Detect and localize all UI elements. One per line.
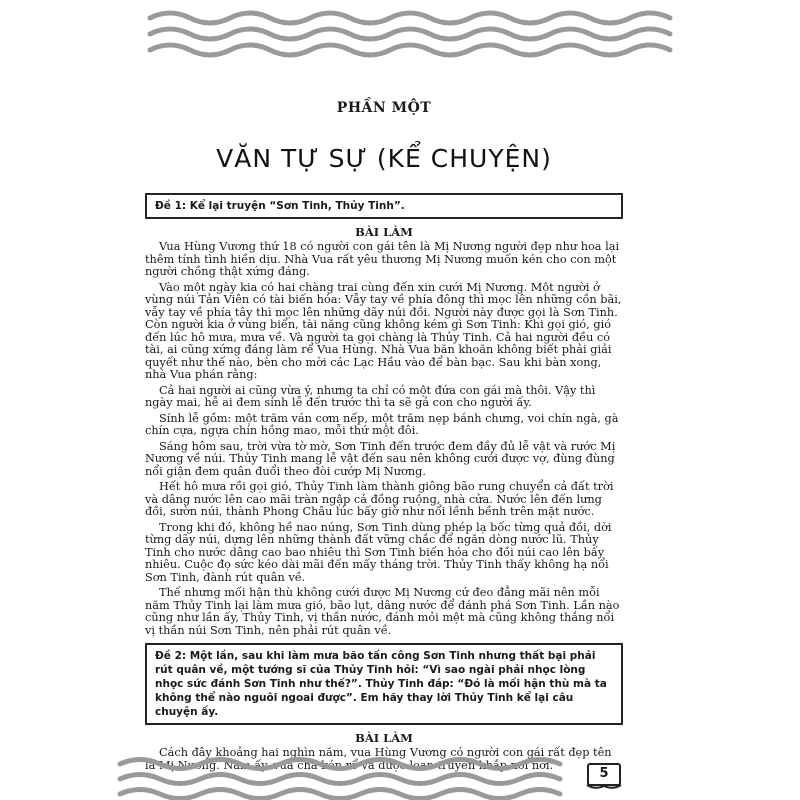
answer-heading-1: BÀI LÀM — [355, 225, 413, 239]
paragraph: Sáng hôm sau, trời vừa tờ mờ, Sơn Tinh đến trước đem đầy đủ lễ vật và rước Mị Nương về núi. Thủy Tinh mang lễ vật đến sau nên không cưới được vợ, đùng đùng nổi giận đem quân đuổi theo đòi cướp Mị Nương. — [145, 439, 616, 478]
paragraph: Cả hai người ai cũng vừa ý, nhưng ta chỉ có một đứa con gái mà thôi. Vậy thì ngày mai, hễ ai đem sính lễ đến trước thì ta sẽ gả con cho người ấy. — [145, 383, 596, 409]
part-title: PHẦN MỘT — [336, 100, 432, 116]
bottom-wave-decoration — [0, 752, 800, 800]
top-wave-decoration — [0, 0, 800, 60]
page-content — [145, 100, 623, 775]
page-number-badge — [586, 763, 622, 791]
task-1-box — [145, 193, 623, 219]
page-number: 5 — [599, 766, 609, 781]
paragraph: Thế nhưng mối hận thù không cưới được Mị Nương cứ đeo đẳng mãi nên mỗi năm Thủy Tinh lại làm mưa gió, bão lụt, dâng nước để đánh phá Sơn Tinh. Lần nào cũng như lần ấy, Thủy Tinh, vị thần nước, đánh mỏi mệt mà cũng không thắng nổi vị thần núi Sơn Tinh, nên phải rút quân về. — [145, 586, 620, 637]
paragraph: Trong khi đó, không hề nao núng, Sơn Tinh dùng phép lạ bốc từng quả đồi, dời từng dãy núi, dựng lên những thành đất vững chắc để ngăn dòng nước lũ. Thủy Tinh cho nước dâng cao bao nhiêu thì Sơn Tinh biến hóa cho đồi núi cao lên bấy nhiêu. Cuộc đọ sức kéo dài mãi đến mấy tháng trời. Thủy Tinh thấy không hạ nổi Sơn Tinh, đành rút quân về. — [145, 520, 612, 584]
paragraph: Vua Hùng Vương thứ 18 có người con gái tên là Mị Nương người đẹp như hoa lại thêm tính tình hiền dịu. Nhà Vua rất yêu thương Mị Nương muốn kén cho con một người chồng thật xứng đáng. — [145, 240, 620, 278]
paragraph: Hết hô mưa rồi gọi gió, Thủy Tinh làm thành giông bão rung chuyển cả đất trời và dâng nước lên cao mãi tràn ngập cả đồng ruộng, nhà cửa. Nước lên đến lưng đồi, sườn núi, thành Phong Châu lúc bấy giờ như nổi lềnh bềnh trên mặt nước. — [145, 480, 614, 518]
task-1-text: Đề 1: Kể lại truyện “Sơn Tinh, Thủy Tinh”. — [155, 200, 405, 212]
task-2-box — [145, 643, 623, 725]
paragraph: Sính lễ gồm: một trăm ván cơm nếp, một trăm nẹp bánh chưng, voi chín ngà, gà chín cựa, ngựa chín hồng mao, mỗi thứ một đôi. — [145, 411, 619, 437]
main-title: VĂN TỰ SỰ (KỂ CHUYỆN) — [216, 144, 552, 173]
paragraph: Cách đây khoảng hai nghìn năm, vua Hùng Vương có người con gái rất đẹp tên là Mị Nương. Năm ấy, vua cha kén rể và được loan truyền khắp nơi nơi. — [145, 746, 612, 772]
paragraph: Vào một ngày kia có hai chàng trai cùng đến xin cưới Mị Nương. Một người ở vùng núi Tản Viên có tài biến hóa: Vẫy tay về phía đông thì mọc lên những cồn bãi, vẫy tay về phía tây thì mọc lên những dãy núi đồi. Người này được gọi là Sơn Tinh. Còn người kia ở vùng biển, tài năng cũng không kém gì Sơn Tinh: Khi gọi gió, gió đến lúc hô mưa, mưa về. Và người ta gọi chàng là Thủy Tinh. Cả hai người đều có tài, ai cũng xứng đáng làm rể Vua Hùng. Nhà Vua băn khoăn không biết phải giải quyết như thế nào, bèn cho mời các Lạc Hầu vào để bàn bạc. Sau khi bàn xong, nhà Vua phán rằng: — [145, 280, 622, 381]
task-2-text: Đề 2: Một lần, sau khi làm mưa bão tấn công Sơn Tinh nhưng thất bại phải rút quân về, một tướng sĩ của Thủy Tinh hỏi: “Vì sao ngài phải nhọc lòng nhọc sức đánh Sơn Tinh như thế?”. Thủy Tinh đáp: “Đó là mối hận thù mà ta không thể nào nguôi ngoai được”. Em hãy thay lời Thủy Tinh kể lại câu chuyện ấy. — [155, 650, 607, 718]
answer-heading-2: BÀI LÀM — [355, 731, 413, 745]
